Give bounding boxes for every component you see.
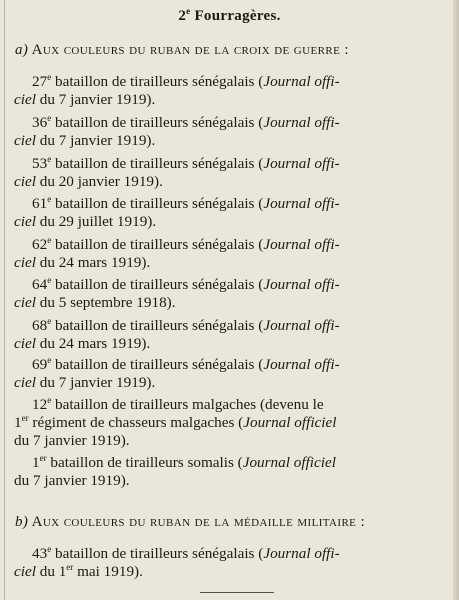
entry-27: 27e bataillon de tirailleurs sénégalais (Journal offi- ciel du 7 janvier 1919). [14,73,340,108]
section-b-heading: b) Aux couleurs du ruban de la médaille militaire : [15,514,366,530]
entry-12-malgaches: 12e bataillon de tirailleurs malgaches (devenu le 1er régiment de chasseurs malgaches (Journal officiel du 7 janvier 1919). [14,396,337,449]
entry-1-somalis: 1er bataillon de tirailleurs somalis (Journal officiel du 7 janvier 1919). [14,454,336,489]
page-title: 2e Fourragères. [178,6,281,24]
entry-36: 36e bataillon de tirailleurs sénégalais (Journal offi- ciel du 7 janvier 1919). [14,114,340,149]
entry-62: 62e bataillon de tirailleurs sénégalais (Journal offi- ciel du 24 mars 1919). [14,236,340,271]
entry-53: 53e bataillon de tirailleurs sénégalais (Journal offi- ciel du 20 janvier 1919). [14,155,340,190]
entry-43: 43e bataillon de tirailleurs sénégalais (Journal offi- ciel du 1er mai 1919). [14,545,340,580]
section-a-heading: a) Aux couleurs du ruban de la croix de guerre : [15,42,349,58]
entry-69: 69e bataillon de tirailleurs sénégalais (Journal offi- ciel du 7 janvier 1919). [14,356,340,391]
entry-61: 61e bataillon de tirailleurs sénégalais (Journal offi- ciel du 29 juillet 1919). [14,195,340,230]
closing-rule [200,592,274,593]
entry-64: 64e bataillon de tirailleurs sénégalais (Journal offi- ciel du 5 septembre 1918). [14,276,340,311]
entry-68: 68e bataillon de tirailleurs sénégalais (Journal offi- ciel du 24 mars 1919). [14,317,340,352]
page-left-edge [4,0,5,600]
